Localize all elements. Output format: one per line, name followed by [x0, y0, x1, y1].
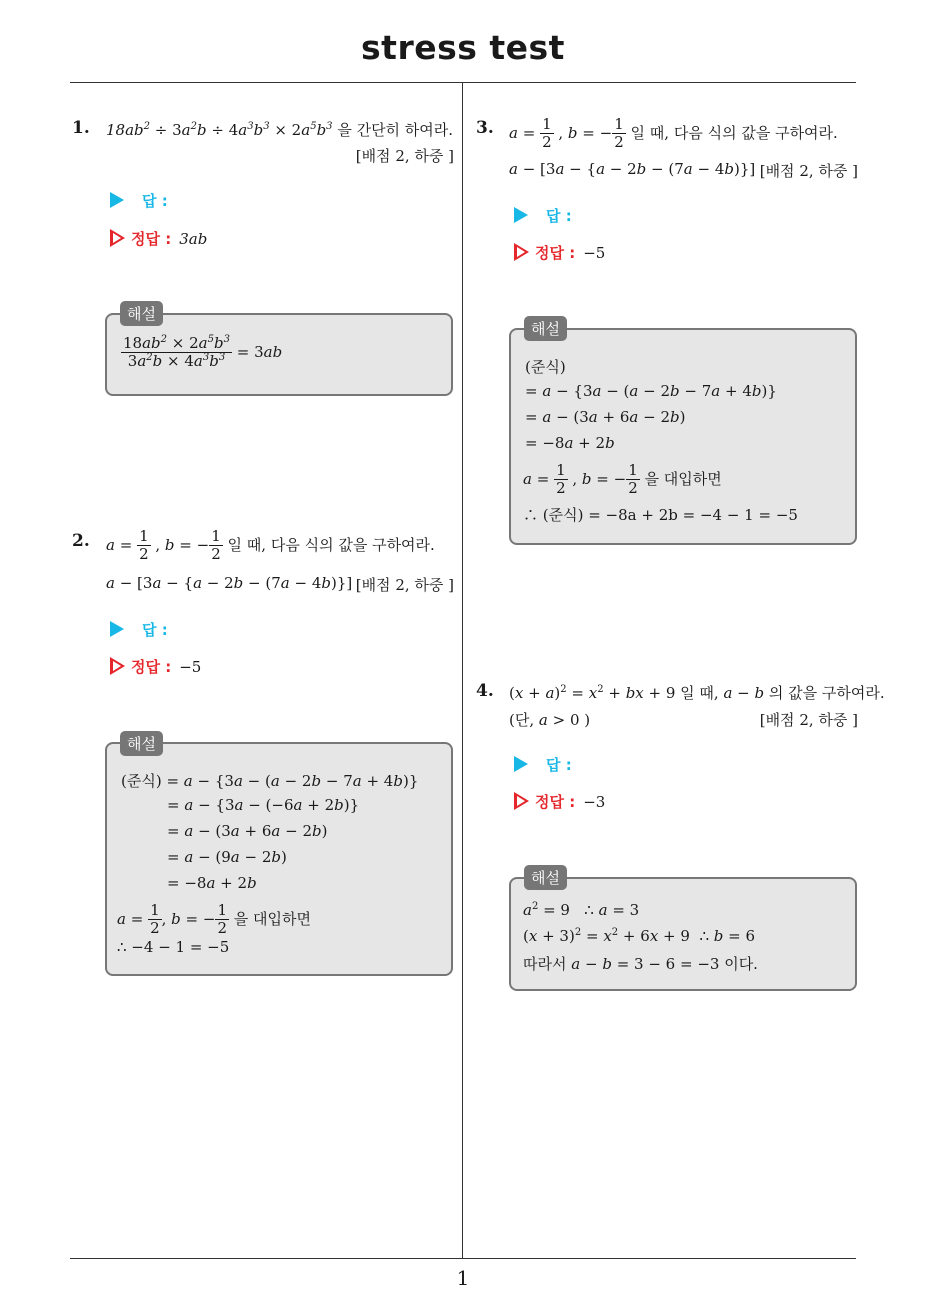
correct-answer-value: −5: [179, 658, 202, 676]
play-triangle-icon: [514, 207, 528, 223]
solution-box: [509, 877, 857, 991]
solution-substitute: a = $\frac{1}{2}$ , b = − $\frac{1}{2}$ 을 대입하면: [523, 461, 722, 498]
solution-step: (준식): [525, 358, 566, 376]
outline-triangle-icon: [110, 657, 125, 675]
score-label: [배점 2, 하중 ]: [759, 711, 858, 729]
problem-number: 4.: [476, 681, 494, 701]
correct-answer-value: −3: [583, 793, 606, 811]
solution-box: [509, 328, 857, 545]
fraction-numerator: $18ab^2 \times 2a^5b^3$: [123, 334, 230, 352]
problem-expression: a − [3a − {a − 2b − (7a − 4b)}]: [509, 160, 756, 178]
correct-answer-row: [110, 228, 207, 249]
score-label: [배점 2, 하중 ]: [759, 162, 858, 180]
solution-box: [105, 742, 453, 976]
problem-number: 2.: [72, 531, 90, 551]
play-triangle-icon: [514, 756, 528, 772]
problem-question: $18ab^2 \div 3a^2b \div 4a^3b^3 \times 2a^5b^3$ 을 간단히 하여라.: [106, 121, 454, 139]
answer-label: 답 :: [142, 192, 168, 210]
outline-triangle-icon: [110, 229, 125, 247]
header-rule: [70, 82, 856, 83]
score-label: [배점 2, 하중 ]: [355, 147, 454, 165]
problem-number: 1.: [72, 118, 90, 138]
solution-fraction-line: [121, 335, 282, 371]
outline-triangle-icon: [514, 792, 529, 810]
answer-row: [110, 619, 168, 640]
problem-condition-note: (단, a > 0 ): [509, 711, 591, 729]
column-divider: [462, 82, 463, 1258]
outline-triangle-icon: [514, 243, 529, 261]
solution-step: = a − {3a − (−6a + 2b)}: [167, 796, 360, 814]
solution-conclusion: ∴ (준식) = −8a + 2b = −4 − 1 = −5: [523, 506, 798, 524]
solution-step: (준식) = a − {3a − (a − 2b − 7a + 4b)}: [121, 772, 419, 790]
answer-label: 답 :: [546, 756, 572, 774]
solution-step: $(x + 3)^2 = x^2 + 6x + 9$ ∴ b = 6: [523, 927, 756, 945]
solution-result: = 3ab: [236, 342, 283, 361]
solution-step: 따라서 a − b = 3 − 6 = −3 이다.: [523, 955, 758, 973]
correct-answer-row: [110, 656, 201, 677]
solution-step: = −8a + 2b: [525, 434, 615, 452]
solution-substitute: a = $\frac{1}{2}$ , b = − $\frac{1}{2}$ 을 대입하면: [117, 901, 311, 938]
solution-step: = a − {3a − (a − 2b − 7a + 4b)}: [525, 382, 777, 400]
solution-tag: 해설: [524, 316, 567, 341]
solution-step: = a − (9a − 2b): [167, 848, 287, 866]
correct-label: 정답 :: [131, 658, 172, 676]
correct-answer-row: [514, 242, 605, 263]
solution-tag: 해설: [120, 731, 163, 756]
correct-label: 정답 :: [131, 230, 172, 248]
page-title: stress test: [361, 28, 565, 67]
problem-expression: a − [3a − {a − 2b − (7a − 4b)}]: [106, 574, 353, 592]
footer-rule: [70, 1258, 856, 1259]
score-label: [배점 2, 하중 ]: [355, 576, 454, 594]
problem-condition: a = $\frac{1}{2}$ , b = − $\frac{1}{2}$ 일 때, 다음 식의 값을 구하여라.: [106, 527, 435, 564]
solution-step: = a − (3a + 6a − 2b): [167, 822, 328, 840]
solution-step: = a − (3a + 6a − 2b): [525, 408, 686, 426]
problem-question: $(x + a)^2 = x^2$ + bx + 9 일 때, a − b 의 값을 구하여라.: [509, 684, 885, 702]
solution-conclusion: ∴ −4 − 1 = −5: [117, 938, 230, 956]
page-number: 1: [456, 1266, 470, 1290]
answer-row: [514, 754, 572, 775]
answer-label: 답 :: [546, 207, 572, 225]
answer-row: [514, 205, 572, 226]
problem-condition: a = $\frac{1}{2}$ , b = − $\frac{1}{2}$ 일 때, 다음 식의 값을 구하여라.: [509, 115, 838, 152]
solution-fraction: [121, 335, 232, 371]
correct-label: 정답 :: [535, 793, 576, 811]
answer-label: 답 :: [142, 621, 168, 639]
solution-tag: 해설: [524, 865, 567, 890]
play-triangle-icon: [110, 192, 124, 208]
fraction-denominator: $3a^2b \times 4a^3b^3$: [127, 352, 226, 371]
play-triangle-icon: [110, 621, 124, 637]
solution-step: = −8a + 2b: [167, 874, 257, 892]
answer-row: [110, 190, 168, 211]
solution-step: $a^2 = 9$ ∴ a = 3: [523, 901, 640, 919]
solution-tag: 해설: [120, 301, 163, 326]
correct-answer-value: −5: [583, 244, 606, 262]
problem-number: 3.: [476, 118, 494, 138]
correct-label: 정답 :: [535, 244, 576, 262]
correct-answer-value: 3ab: [179, 230, 208, 248]
correct-answer-row: [514, 791, 605, 812]
